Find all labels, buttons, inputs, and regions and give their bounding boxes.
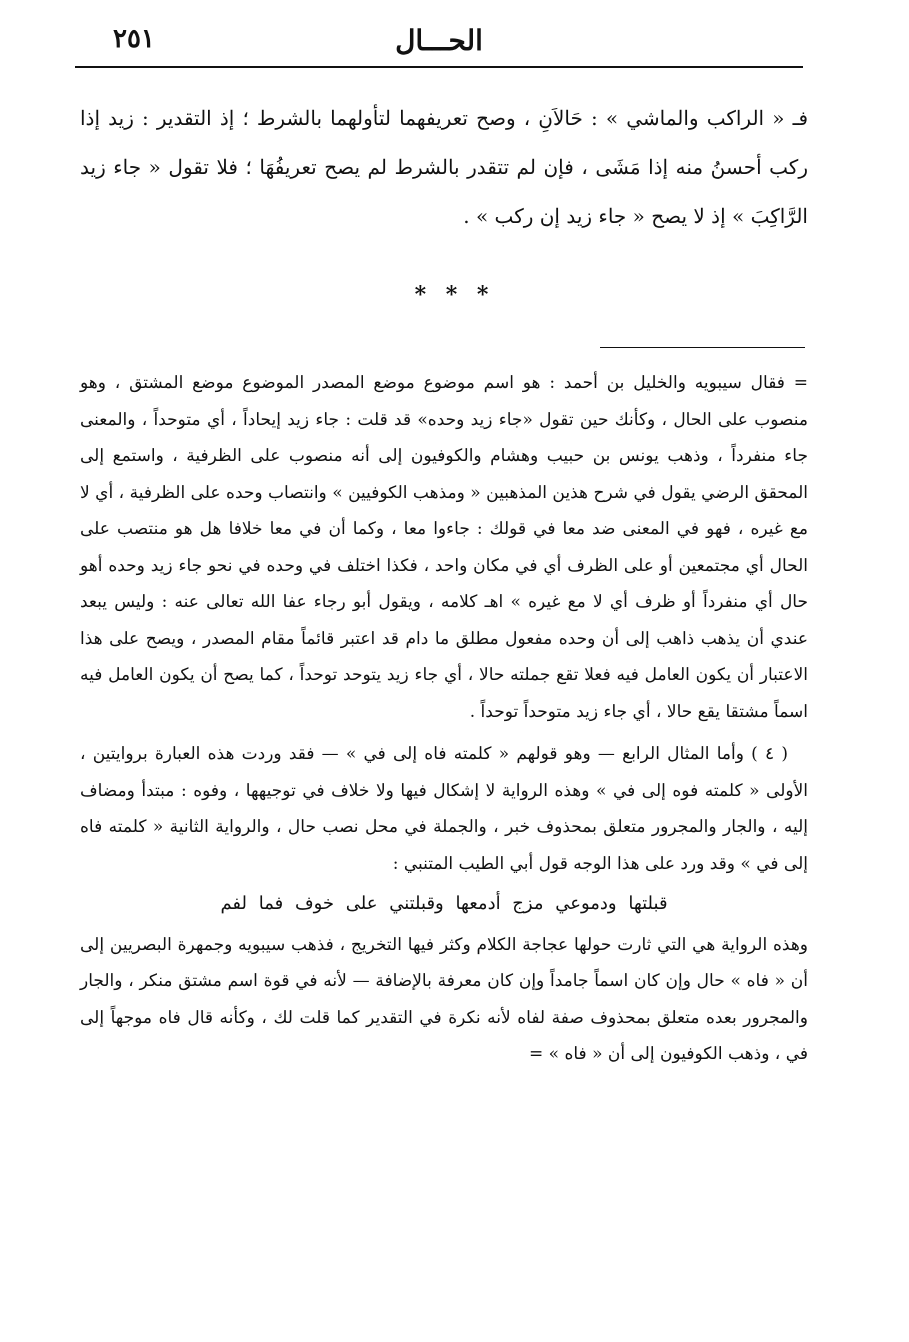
footnote-continuation: = فقال سيبويه والخليل بن أحمد : هو اسم موضوع موضع المصدر الموضوع موضع المشتق ، وهو منصوب على الحال ، وكأنك حين تقول «جاء زيد وحده» قد قلت : جاء زيد إيحاداً ، أي متوحداً ، والمعنى جاء منفرداً ، وذهب يونس بن حبيب وهشام والكوفيون إلى أنه منصوب على الظرفية ، واستمع إلى المحقق الرضي يقول في شرح هذين المذهبين « ومذهب الكوفيين » وانتصاب وحده على الظرفية ، أي لا مع غيره ، فهو في المعنى ضد معا في قولك : جاءوا معا ، وكما أن في معا خلافا هل هو منتصب على الحال أي مجتمعين أو على الظرف أي في مكان واحد ، فكذا اختلف في وحده في نحو جاء زيد وحده أهو حال أي منفرداً أو ظرف أي لا مع غيره » اهـ كلامه ، ويقول أبو رجاء عفا الله تعالى عنه : وليس يبعد عندي أن يذهب ذاهب إلى أن وحده مفعول مطلق ما دام قد اعتبر قائماً مقام المصدر ، ويصح على هذا الاعتبار أن يكون العامل فيه فعلا تقع جملته حالا ، أي جاء زيد يتوحد توحداً ، كما يصح أن يكون العامل فيه اسماً مشتقا يقع حالا ، أي جاء زيد متوحداً توحداً .: [80, 373, 808, 722]
footnotes: [80, 365, 808, 1073]
footnote-closing: وهذه الرواية هي التي ثارت حولها عجاجة الكلام وكثر فيها التخريج ، فذهب سيبويه وجمهرة البصريين إلى أن « فاه » حال وإن كان اسماً جامداً وإن كان معرفة بالإضافة — لأنه في قوة اسم مشتق منكر ، والجار والمجرور بعده متعلق بمحذوف صفة لفاه لأنه نكرة في التقدير كما قلت لك ، وكأنه قال فاه موجهاً إلى في ، وذهب الكوفيون إلى أن « فاه » =: [80, 934, 809, 1064]
main-paragraph: فـ « الراكب والماشي » : حَالاَنِ ، وصح تعريفهما لتأولهما بالشرط ؛ إذ التقدير : زيد إذا ركب أحسنُ منه إذا مَشَى ، فإن لم تتقدر بالشرط لم يصح تعريفُهَا ؛ فلا تقول « جاء زيد الرَّاكِبَ » إذ لا يصح « جاء زيد إن ركب » .: [80, 106, 809, 228]
page-number: ٢٥١: [113, 24, 155, 54]
header-rule: [75, 66, 803, 68]
page-header: [75, 14, 803, 62]
running-title: الحـــال: [395, 24, 483, 57]
section-separator: * * *: [414, 282, 495, 308]
main-text: [80, 94, 808, 241]
footnote-section-4: ( ٤ ) وأما المثال الرابع — وهو قولهم « كلمته فاه إلى في » — فقد وردت هذه العبارة بروايتين ، الأولى « كلمته فوه إلى في » وهذه الرواية لا إشكال فيها ولا خلاف في توجيهها ، وفوه : مبتدأ ومضاف إليه ، والجار والمجرور متعلق بمحذوف خبر ، والجملة في محل نصب حال ، والرواية الثانية « كلمته فاه إلى في » وقد ورد على هذا الوجه قول أبي الطيب المتنبي :: [80, 744, 808, 874]
poetry-verse: قبلتها ودموعي مزج أدمعها وقبلتني على خوف فما لفم: [220, 893, 668, 914]
footnote-rule: [600, 347, 805, 348]
